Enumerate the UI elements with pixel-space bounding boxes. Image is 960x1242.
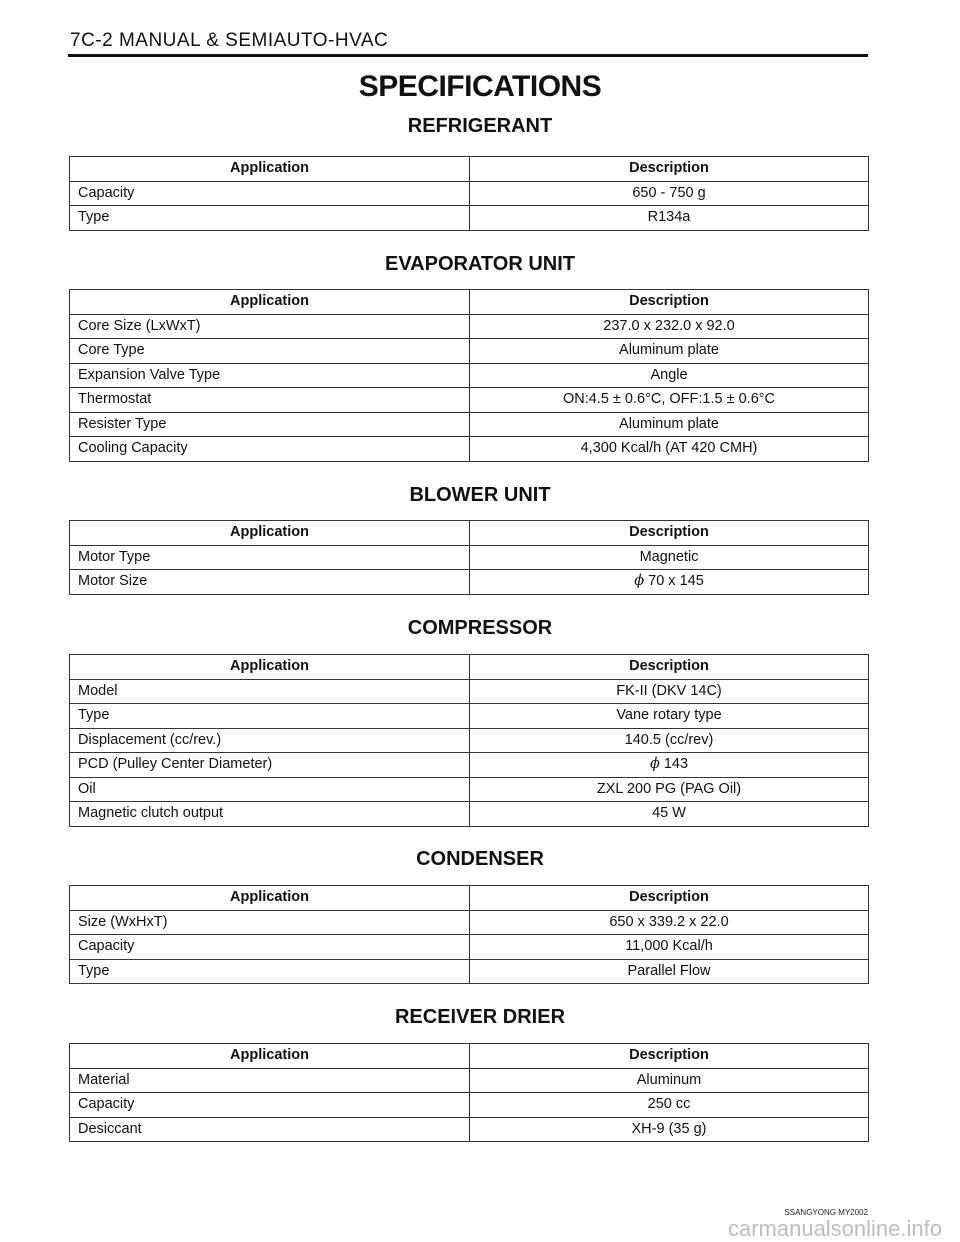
table-header-row (70, 521, 869, 546)
description-value: 143 (659, 756, 689, 773)
application-cell: Size (WxHxT) (70, 910, 470, 935)
application-cell: Type (70, 206, 470, 231)
description-cell: Aluminum plate (470, 339, 869, 364)
table-row (70, 753, 869, 778)
description-cell: Aluminum (470, 1068, 869, 1093)
application-cell: Cooling Capacity (70, 437, 470, 462)
section-title-condenser: CONDENSER (416, 848, 544, 870)
table-row (70, 935, 869, 960)
table-row (70, 545, 869, 570)
description-cell (470, 570, 869, 595)
column-header-description: Description (470, 157, 869, 182)
table-row (70, 437, 869, 462)
blower-table (69, 520, 869, 595)
diameter-symbol: ϕ (649, 756, 660, 773)
application-cell: Capacity (70, 935, 470, 960)
description-cell: 140.5 (cc/rev) (470, 728, 869, 753)
application-cell: Desiccant (70, 1117, 470, 1142)
table-row (70, 388, 869, 413)
table-row (70, 181, 869, 206)
section-title-blower: BLOWER UNIT (409, 484, 551, 506)
table-row (70, 777, 869, 802)
table-header-row (70, 655, 869, 680)
column-header-description: Description (470, 655, 869, 680)
column-header-application: Application (70, 1044, 470, 1069)
receiver-drier-table (69, 1043, 869, 1142)
section-title-refrigerant: REFRIGERANT (407, 115, 553, 137)
column-header-application: Application (70, 655, 470, 680)
description-cell: XH-9 (35 g) (470, 1117, 869, 1142)
table-row (70, 704, 869, 729)
application-cell: Expansion Valve Type (70, 363, 470, 388)
description-cell: Vane rotary type (470, 704, 869, 729)
application-cell: Motor Type (70, 545, 470, 570)
page-header: 7C-2 MANUAL & SEMIAUTO-HVAC (70, 30, 389, 51)
description-cell: Angle (470, 363, 869, 388)
description-cell: Magnetic (470, 545, 869, 570)
application-cell: Oil (70, 777, 470, 802)
section-title-evaporator: EVAPORATOR UNIT (384, 253, 575, 275)
table-row (70, 728, 869, 753)
page-title: SPECIFICATIONS (358, 70, 602, 103)
application-cell: Capacity (70, 181, 470, 206)
description-cell: ZXL 200 PG (PAG Oil) (470, 777, 869, 802)
table-row (70, 412, 869, 437)
description-cell: 237.0 x 232.0 x 92.0 (470, 314, 869, 339)
compressor-table (69, 654, 869, 827)
condenser-table (69, 885, 869, 984)
description-cell: 650 x 339.2 x 22.0 (470, 910, 869, 935)
table-row (70, 363, 869, 388)
refrigerant-table (69, 156, 869, 231)
application-cell: Model (70, 679, 470, 704)
page-footer: SSANGYONG MY2002 (784, 1208, 868, 1217)
description-cell: Parallel Flow (470, 959, 869, 984)
description-cell: 250 cc (470, 1093, 869, 1118)
application-cell: Capacity (70, 1093, 470, 1118)
application-cell: Type (70, 704, 470, 729)
application-cell: Type (70, 959, 470, 984)
column-header-application: Application (70, 886, 470, 911)
column-header-application: Application (70, 521, 470, 546)
description-cell: 45 W (470, 802, 869, 827)
description-value: 70 x 145 (644, 573, 704, 590)
table-header-row (70, 1044, 869, 1069)
header-rule (68, 54, 868, 57)
description-cell: Aluminum plate (470, 412, 869, 437)
application-cell: Core Type (70, 339, 470, 364)
description-cell: 650 - 750 g (470, 181, 869, 206)
column-header-description: Description (470, 290, 869, 315)
table-row (70, 206, 869, 231)
table-header-row (70, 157, 869, 182)
description-cell: ON:4.5 ± 0.6°C, OFF:1.5 ± 0.6°C (470, 388, 869, 413)
application-cell: PCD (Pulley Center Diameter) (70, 753, 470, 778)
application-cell: Core Size (LxWxT) (70, 314, 470, 339)
table-row (70, 1068, 869, 1093)
description-cell: 11,000 Kcal/h (470, 935, 869, 960)
table-row (70, 679, 869, 704)
application-cell: Thermostat (70, 388, 470, 413)
description-cell (470, 753, 869, 778)
column-header-application: Application (70, 157, 470, 182)
table-row (70, 570, 869, 595)
diameter-symbol: ϕ (634, 573, 645, 590)
table-row (70, 1117, 869, 1142)
section-title-compressor: COMPRESSOR (407, 617, 553, 639)
column-header-application: Application (70, 290, 470, 315)
application-cell: Resister Type (70, 412, 470, 437)
watermark: carmanualsonline.info (727, 1216, 942, 1241)
evaporator-table (69, 289, 869, 462)
description-cell: FK-II (DKV 14C) (470, 679, 869, 704)
column-header-description: Description (470, 521, 869, 546)
section-title-receiver-drier: RECEIVER DRIER (394, 1006, 566, 1028)
description-cell: 4,300 Kcal/h (AT 420 CMH) (470, 437, 869, 462)
table-row (70, 339, 869, 364)
description-cell: R134a (470, 206, 869, 231)
table-row (70, 910, 869, 935)
table-row (70, 959, 869, 984)
column-header-description: Description (470, 1044, 869, 1069)
column-header-description: Description (470, 886, 869, 911)
application-cell: Motor Size (70, 570, 470, 595)
application-cell: Displacement (cc/rev.) (70, 728, 470, 753)
table-row (70, 802, 869, 827)
table-row (70, 314, 869, 339)
table-row (70, 1093, 869, 1118)
table-header-row (70, 886, 869, 911)
application-cell: Magnetic clutch output (70, 802, 470, 827)
table-header-row (70, 290, 869, 315)
application-cell: Material (70, 1068, 470, 1093)
